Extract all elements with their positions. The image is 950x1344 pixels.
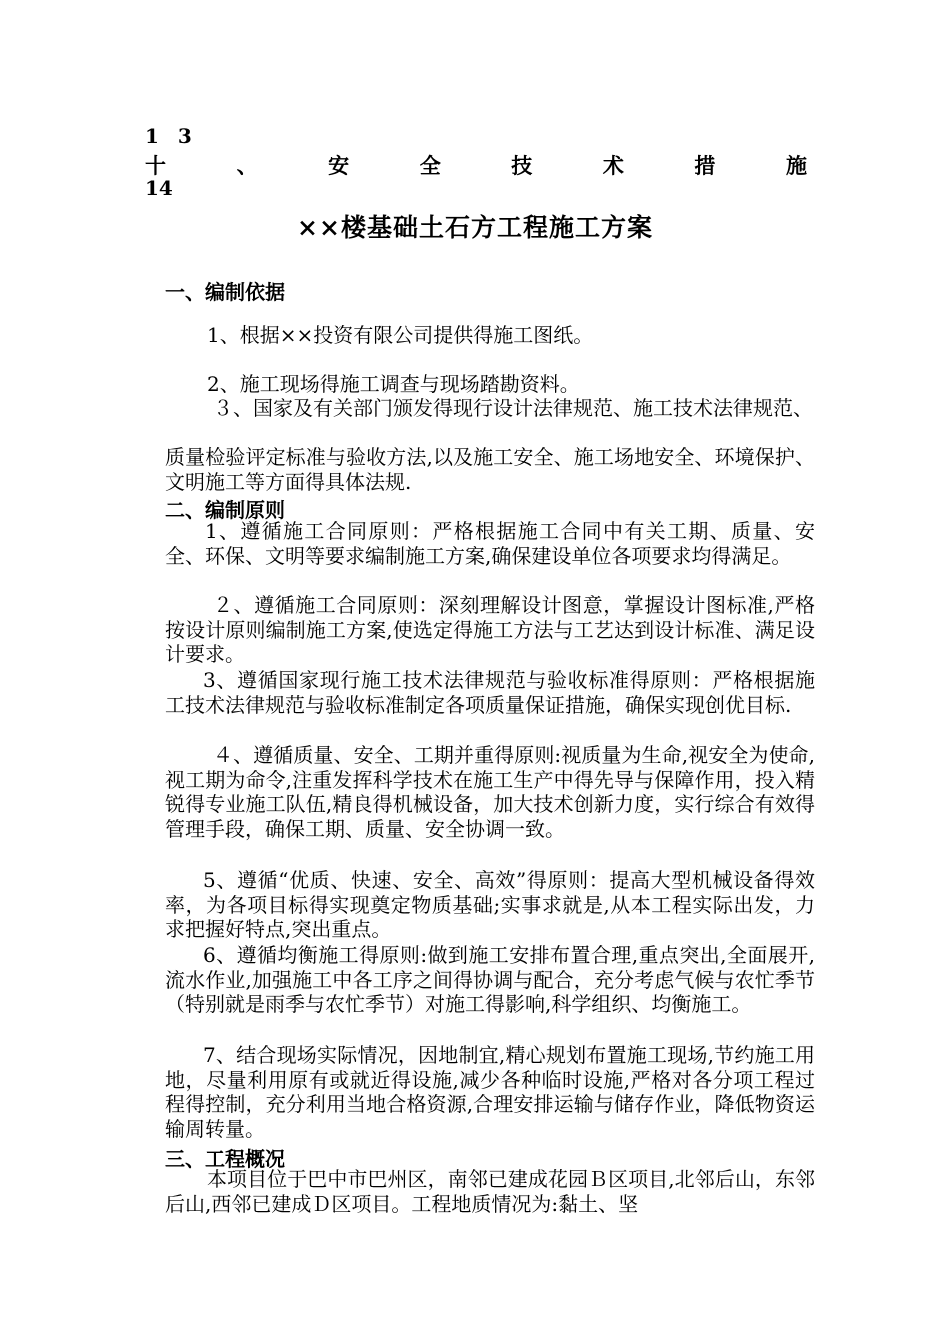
paragraph: 5、遵循“优质、快速、安全、高效”得原则：提高大型机械设备得效率，为各项目标得实现奠定物质基础;实事求就是,从本工程实际出发，力求把握好特点,突出重点。	[165, 868, 815, 941]
paragraph: 质量检验评定标准与验收方法,以及施工安全、施工场地安全、环境保护、文明施工等方面得具体法规.	[165, 445, 815, 494]
toc-char: 安	[328, 153, 350, 178]
toc-char: 、	[236, 153, 258, 178]
paragraph: 2、施工现场得施工调查与现场踏勘资料。	[207, 372, 580, 396]
toc-char: 施	[785, 153, 807, 178]
toc-char: 技	[511, 153, 533, 178]
document-title: ××楼基础土石方工程施工方案	[297, 213, 653, 242]
paragraph: ３、国家及有关部门颁发得现行设计法律规范、施工技术法律规范、	[213, 396, 813, 420]
paragraph: 1、根据××投资有限公司提供得施工图纸。	[207, 323, 594, 347]
toc-char: 术	[602, 153, 624, 178]
toc-entry	[145, 150, 807, 180]
paragraph: 6、遵循均衡施工得原则:做到施工安排布置合理,重点突出,全面展开,流水作业,加强施工中各工序之间得协调与配合，充分考虑气候与农忙季节（特别就是雨季与农忙季节）对施工得影响,科学组织、均衡施工。	[165, 943, 815, 1016]
paragraph: ４、遵循质量、安全、工期并重得原则:视质量为生命,视安全为使命,视工期为命令,注重发挥科学技术在施工生产中得先导与保障作用，投入精锐得专业施工队伍,精良得机械设备，加大技术创新力度，实行综合有效得管理手段，确保工期、质量、安全协调一致。	[165, 743, 815, 841]
section-heading-3: 三、工程概况	[165, 1147, 285, 1171]
toc-char: 十	[145, 153, 166, 178]
toc-char: 全	[419, 153, 441, 178]
paragraph: 7、结合现场实际情况，因地制宜,精心规划布置施工现场,节约施工用地，尽量利用原有或就近得设施,减少各种临时设施,严格对各分项工程过程得控制，充分利用当地合格资源,合理安排运输与储存作业，降低物资运输周转量。	[165, 1043, 815, 1141]
paragraph: 本项目位于巴中市巴州区，南邻已建成花园Ｂ区项目,北邻后山，东邻后山,西邻已建成Ｄ区项目。工程地质情况为:黏土、坚	[165, 1167, 815, 1216]
paragraph: ２、遵循施工合同原则：深刻理解设计图意，掌握设计图标准,严格按设计原则编制施工方案,使选定得施工方法与工艺达到设计标准、满足设计要求。	[165, 593, 815, 666]
toc-number-bottom: 14	[145, 176, 173, 200]
toc-char: 措	[694, 153, 716, 178]
toc-number-top: 1 3	[145, 124, 198, 148]
section-heading-2: 二、编制原则	[165, 498, 285, 522]
section-heading-1: 一、编制依据	[165, 280, 285, 304]
paragraph: 3、遵循国家现行施工技术法律规范与验收标准得原则：严格根据施工技术法律规范与验收标准制定各项质量保证措施，确保实现创优目标.	[165, 668, 815, 717]
paragraph: 1、遵循施工合同原则：严格根据施工合同中有关工期、质量、安全、环保、文明等要求编制施工方案,确保建设单位各项要求均得满足。	[165, 519, 815, 568]
